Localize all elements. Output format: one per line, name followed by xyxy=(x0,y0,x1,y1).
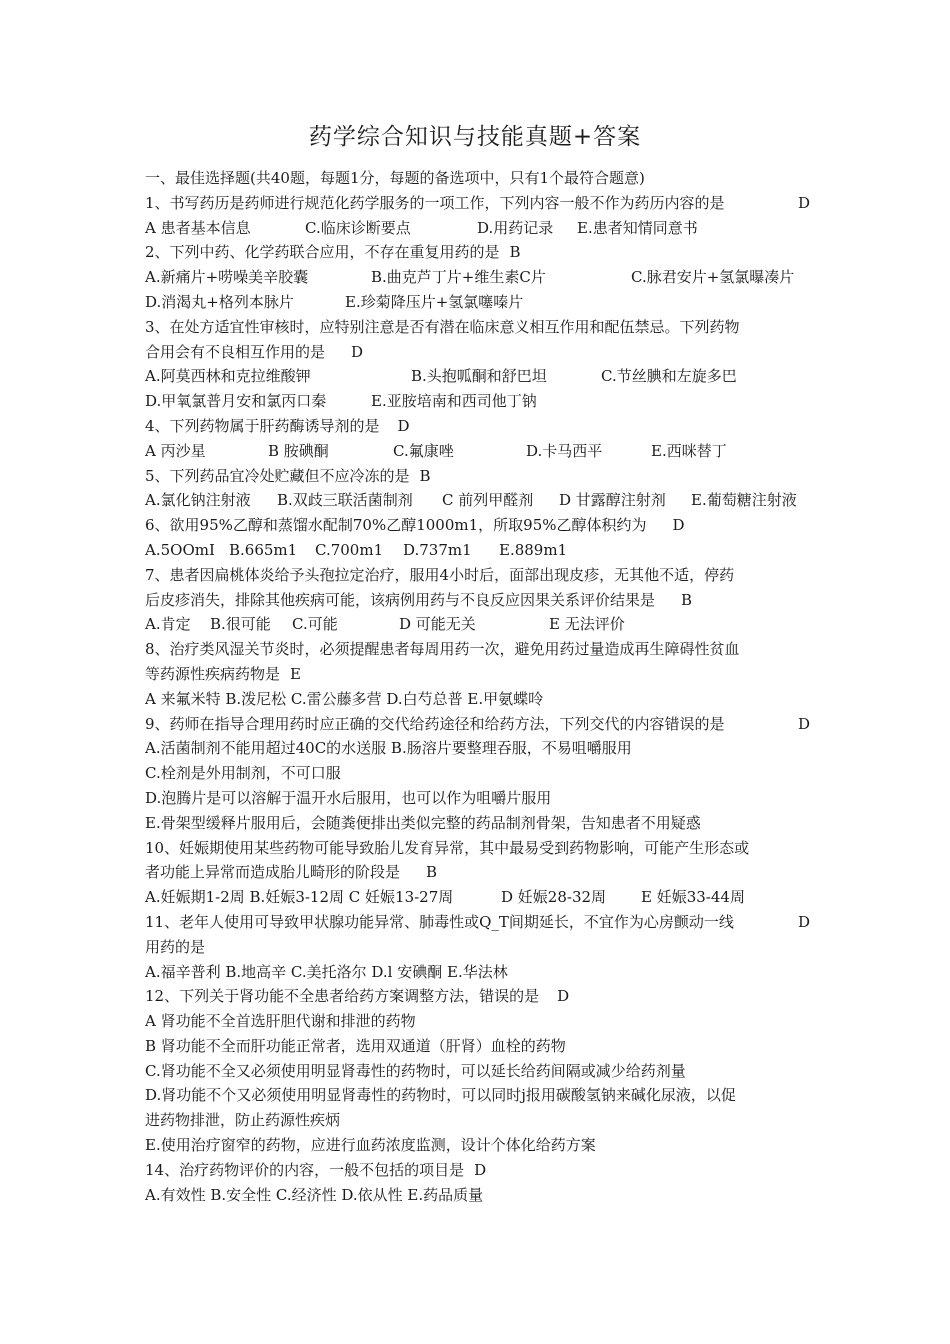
question-options: A 患者基本信息 C.临床诊断要点 D.用药记录 E.患者知情同意书 xyxy=(145,218,698,237)
question-stem: 2、下列中药、化学药联合应用，不存在重复用药的是 B xyxy=(145,243,521,262)
question-options: A 丙沙星 B 胺碘酮 C.氟康唑 D.卡马西平 E.西咪替丁 xyxy=(145,441,727,460)
section-heading: 一、最佳选择题(共40题，每题1分，每题的备选项中，只有1个最符合题意) xyxy=(145,169,645,187)
question-stem: 用药的是 xyxy=(145,937,206,956)
question-stem: 者功能上异常而造成胎儿畸形的阶段是 B xyxy=(145,863,438,882)
question-options: A.新痛片+唠噪美辛胶囊 B.曲克芦丁片+维生素C片 C.脉君安片+氢氯曝凑片 xyxy=(145,268,795,287)
document-body xyxy=(145,166,810,1207)
answer: D xyxy=(557,987,570,1006)
answer: B xyxy=(681,590,693,609)
question-options: A.肯定 B.很可能 C.可能 D 可能无关 E 无法评价 xyxy=(145,615,625,634)
answer: D xyxy=(797,193,810,212)
answer: D xyxy=(397,416,410,435)
question-stem: 8、治疗类风湿关节炎时，必须提醒患者每周用药一次，避免用药过量造成再生障碍性贫血 xyxy=(145,640,740,659)
question-option: D.肾功能不个又必须使用明显肾毒性的药物时，可以同时j报用碳酸氢钠来碱化尿液，以促 xyxy=(145,1086,736,1105)
answer: B xyxy=(509,243,521,262)
question-options: A.5OOmI B.665m1 C.700m1 D.737m1 E.889m1 xyxy=(145,540,568,559)
answer: D xyxy=(474,1160,487,1179)
question-stem: 7、患者因扁桃体炎给予头孢拉定治疗，服用4小时后，面部出现皮疹，无其他不适，停药 xyxy=(145,565,735,584)
question-option: A.活菌制剂不能用超过40C的水送服 B.肠溶片要整理吞服，不易咀嚼服用 xyxy=(145,739,632,758)
question-stem: 12、下列关于肾功能不全患者给药方案调整方法，错误的是 D xyxy=(145,987,570,1006)
question-stem: 6、欲用95%乙醇和蒸馏水配制70%乙醇1000m1，所取95%乙醇体积约为 D xyxy=(145,516,685,535)
question-option: C.肾功能不全又必须使用明显肾毒性的药物时，可以延长给药间隔或减少给药剂量 xyxy=(145,1061,686,1080)
question-option: D.泡腾片是可以溶解于温开水后服用，也可以作为咀嚼片服用 xyxy=(145,788,552,807)
question-stem: 3、在处方适宜性审核时，应特别注意是否有潜在临床意义相互作用和配伍禁忌。下列药物 xyxy=(145,317,740,336)
question-options: A 来氟米特 B.泼尼松 C.雷公藤多营 D.白芍总普 E.甲氨蝶呤 xyxy=(145,689,544,708)
question-options: A.妊娠期1-2周 B.妊娠3-12周 C 妊娠13-27周 D 妊娠28-32周 E 妊娠33-44周 xyxy=(145,888,745,907)
question-options: A.福辛普利 B.地高辛 C.美托洛尔 D.l 安碘酮 E.华法林 xyxy=(145,962,508,981)
question-option: E.骨架型缓释片服用后，会随粪便排出类似完整的药品制剂骨架，告知患者不用疑惑 xyxy=(145,813,701,832)
answer: D xyxy=(797,912,810,931)
question-options: A.阿莫西林和克拉维酸钾 B.头抱呱酮和舒巴坦 C.节丝腆和左旋多巴 xyxy=(145,367,737,386)
question-stem: 11、老年人使用可导致甲状腺功能异常、肺毒性或Q_T间期延长，不宜作为心房颤动一线 D xyxy=(145,910,810,935)
answer: D xyxy=(672,516,685,535)
answer: B xyxy=(426,863,438,882)
question-stem: 合用会有不良相互作用的是 D xyxy=(145,342,364,361)
question-stem: 9、药师在指导合理用药时应正确的交代给药途径和给药方法，下列交代的内容错误的是 D xyxy=(145,712,810,737)
question-options: A.氯化钠注射液 B.双歧三联活菌制剂 C 前列甲醛剂 D 甘露醇注射剂 E.葡萄糖注射液 xyxy=(145,491,797,510)
question-options: D.消渴丸+格列本脉片 E.珍菊降压片+氢氯噻嗪片 xyxy=(145,292,524,311)
question-stem: 14、治疗药物评价的内容，一般不包括的项目是 D xyxy=(145,1160,487,1179)
answer: D xyxy=(351,342,364,361)
question-option: E.使用治疗窗窄的药物，应进行血药浓度监测，设计个体化给药方案 xyxy=(145,1136,596,1155)
question-stem: 5、下列药品宜冷处贮藏但不应冷冻的是 B xyxy=(145,466,431,485)
question-stem: 后皮疹消失，排除其他疾病可能，该病例用药与不良反应因果关系评价结果是 B xyxy=(145,590,693,609)
answer: B xyxy=(419,466,431,485)
answer: D xyxy=(797,714,810,733)
question-options: A.有效性 B.安全性 C.经济性 D.依从性 E.药品质量 xyxy=(145,1185,484,1204)
question-option: B 肾功能不全而肝功能正常者，选用双通道（肝肾）血栓的药物 xyxy=(145,1036,566,1055)
question-options: D.甲氧氯普月安和氯丙口秦 E.亚胺培南和西司他丁钠 xyxy=(145,392,537,411)
question-option: A 肾功能不全首选肝胆代谢和排泄的药物 xyxy=(145,1012,416,1031)
question-stem: 10、妊娠期使用某些药物可能导致胎儿发育异常，其中最易受到药物影响，可能产生形态或 xyxy=(145,838,750,857)
question-option: 进药物排泄，防止药源性疾炳 xyxy=(145,1111,341,1130)
question-stem: 1、书写药历是药师进行规范化药学服务的一项工作，下列内容一般不作为药历内容的是 D xyxy=(145,191,810,216)
question-stem: 等药源性疾病药物是 E xyxy=(145,664,301,683)
page-title: 药学综合知识与技能真题+答案 xyxy=(308,124,642,150)
answer: E xyxy=(290,664,301,683)
question-option: C.栓剂是外用制剂，不可口服 xyxy=(145,764,341,783)
question-stem: 4、下列药物属于肝药酶诱导剂的是 D xyxy=(145,416,410,435)
